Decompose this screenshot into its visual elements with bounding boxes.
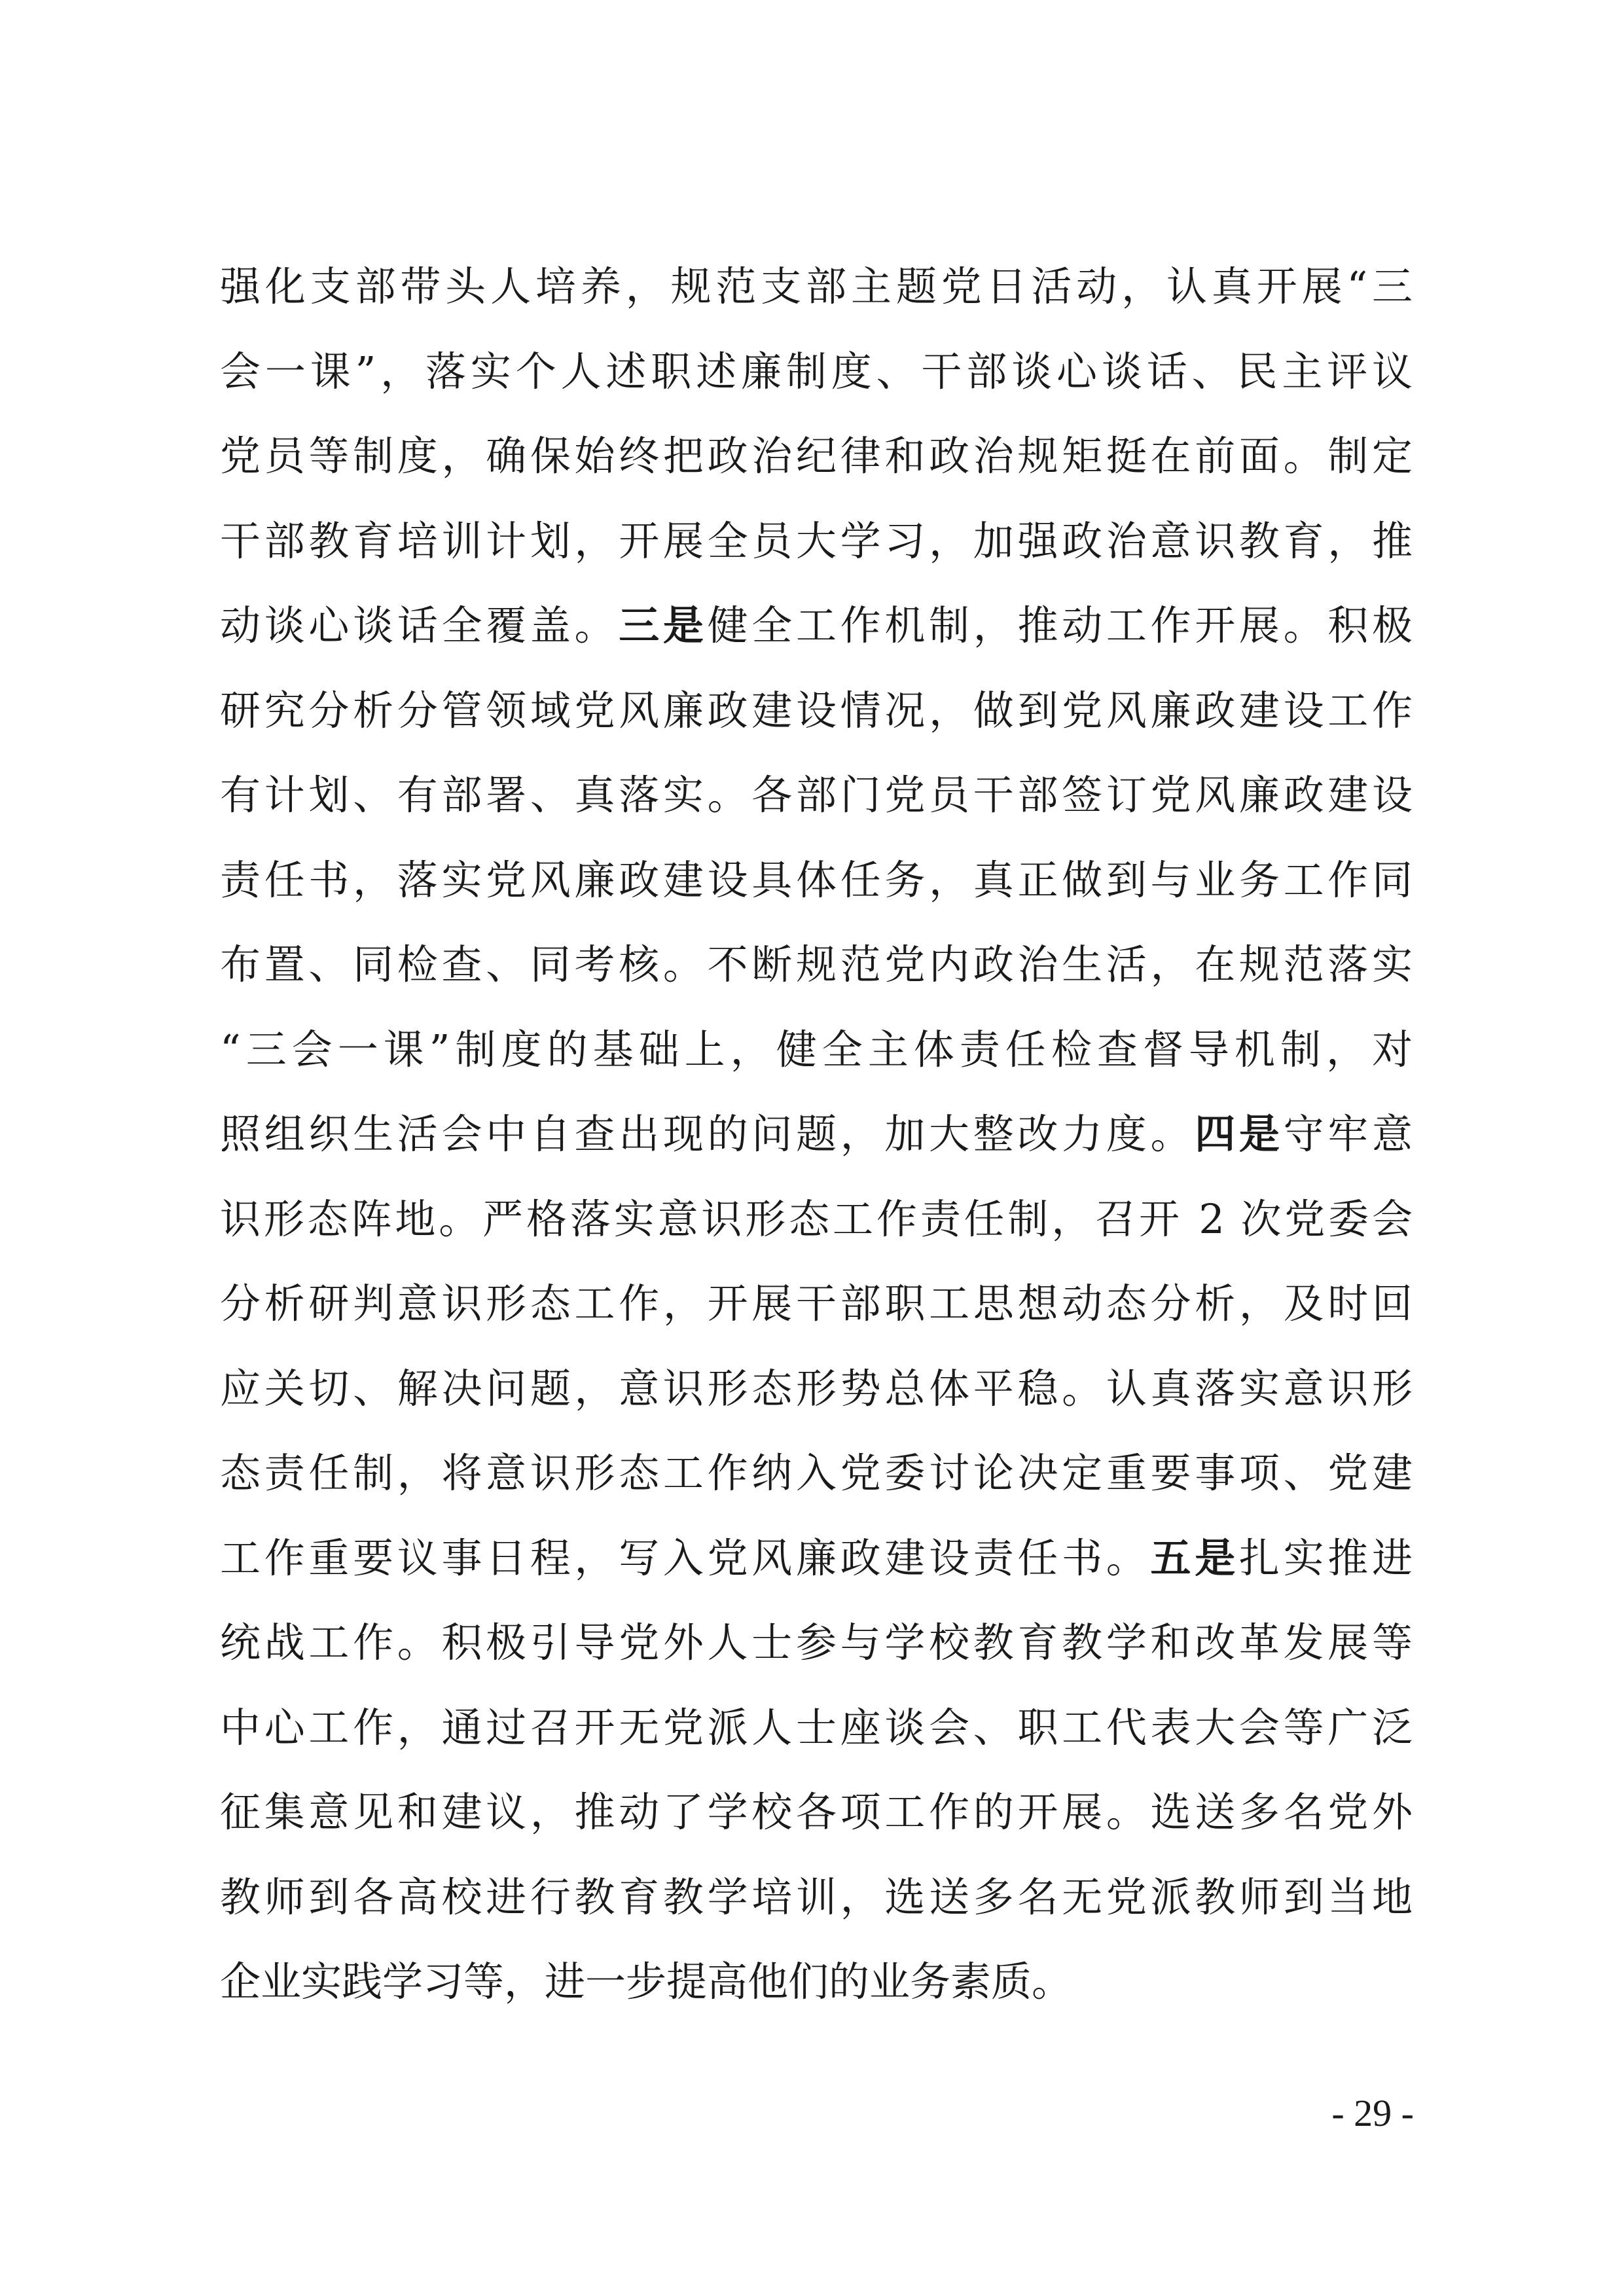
bold-marker: 五是 — [1150, 1534, 1239, 1582]
text-line: 研究分析分管领域党风廉政建设情况，做到党风廉政建设工作 — [220, 686, 1413, 734]
text-line: “三会一课”制度的基础上，健全主体责任检查督导机制，对 — [220, 1025, 1413, 1073]
text-line: 动谈心谈话全覆盖。三是健全工作机制，推动工作开展。积极 — [220, 601, 1413, 649]
text-line: 统战工作。积极引导党外人士参与学校教育教学和改革发展等 — [220, 1619, 1413, 1666]
text-line: 布置、同检查、同考核。不断规范党内政治生活，在规范落实 — [220, 941, 1413, 988]
text-line: 识形态阵地。严格落实意识形态工作责任制，召开 2 次党委会 — [220, 1194, 1413, 1243]
text-line: 教师到各高校进行教育教学培训，选送多名无党派教师到当地 — [220, 1873, 1413, 1921]
text-line: 工作重要议事日程，写入党风廉政建设责任书。五是扎实推进 — [220, 1534, 1413, 1582]
text-line: 态责任制，将意识形态工作纳入党委讨论决定重要事项、党建 — [220, 1449, 1413, 1497]
text-line: 分析研判意识形态工作，开展干部职工思想动态分析，及时回 — [220, 1280, 1413, 1327]
bold-marker: 四是 — [1195, 1110, 1284, 1158]
text-line: 照组织生活会中自查出现的问题，加大整改力度。四是守牢意 — [220, 1110, 1413, 1158]
body-text — [220, 244, 1413, 2024]
text-line: 征集意见和建议，推动了学校各项工作的开展。选送多名党外 — [220, 1788, 1413, 1836]
text-line: 应关切、解决问题，意识形态形势总体平稳。认真落实意识形 — [220, 1364, 1413, 1412]
text-line: 强化支部带头人培养，规范支部主题党日活动，认真开展“三 — [220, 262, 1413, 310]
text-line: 党员等制度，确保始终把政治纪律和政治规矩挺在前面。制定 — [220, 432, 1413, 480]
text-line: 会一课”，落实个人述职述廉制度、干部谈心谈话、民主评议 — [220, 347, 1413, 395]
text-line: 有计划、有部署、真落实。各部门党员干部签订党风廉政建设 — [220, 771, 1413, 819]
text-line: 企业实践学习等，进一步提高他们的业务素质。 — [220, 1958, 1073, 2005]
text-line: 干部教育培训计划，开展全员大学习，加强政治意识教育，推 — [220, 516, 1413, 565]
page-number: - 29 - — [1331, 2092, 1414, 2134]
text-line: 中心工作，通过召开无党派人士座谈会、职工代表大会等广泛 — [220, 1703, 1413, 1751]
bold-marker: 三是 — [619, 601, 708, 649]
text-line: 责任书，落实党风廉政建设具体任务，真正做到与业务工作同 — [220, 855, 1413, 904]
